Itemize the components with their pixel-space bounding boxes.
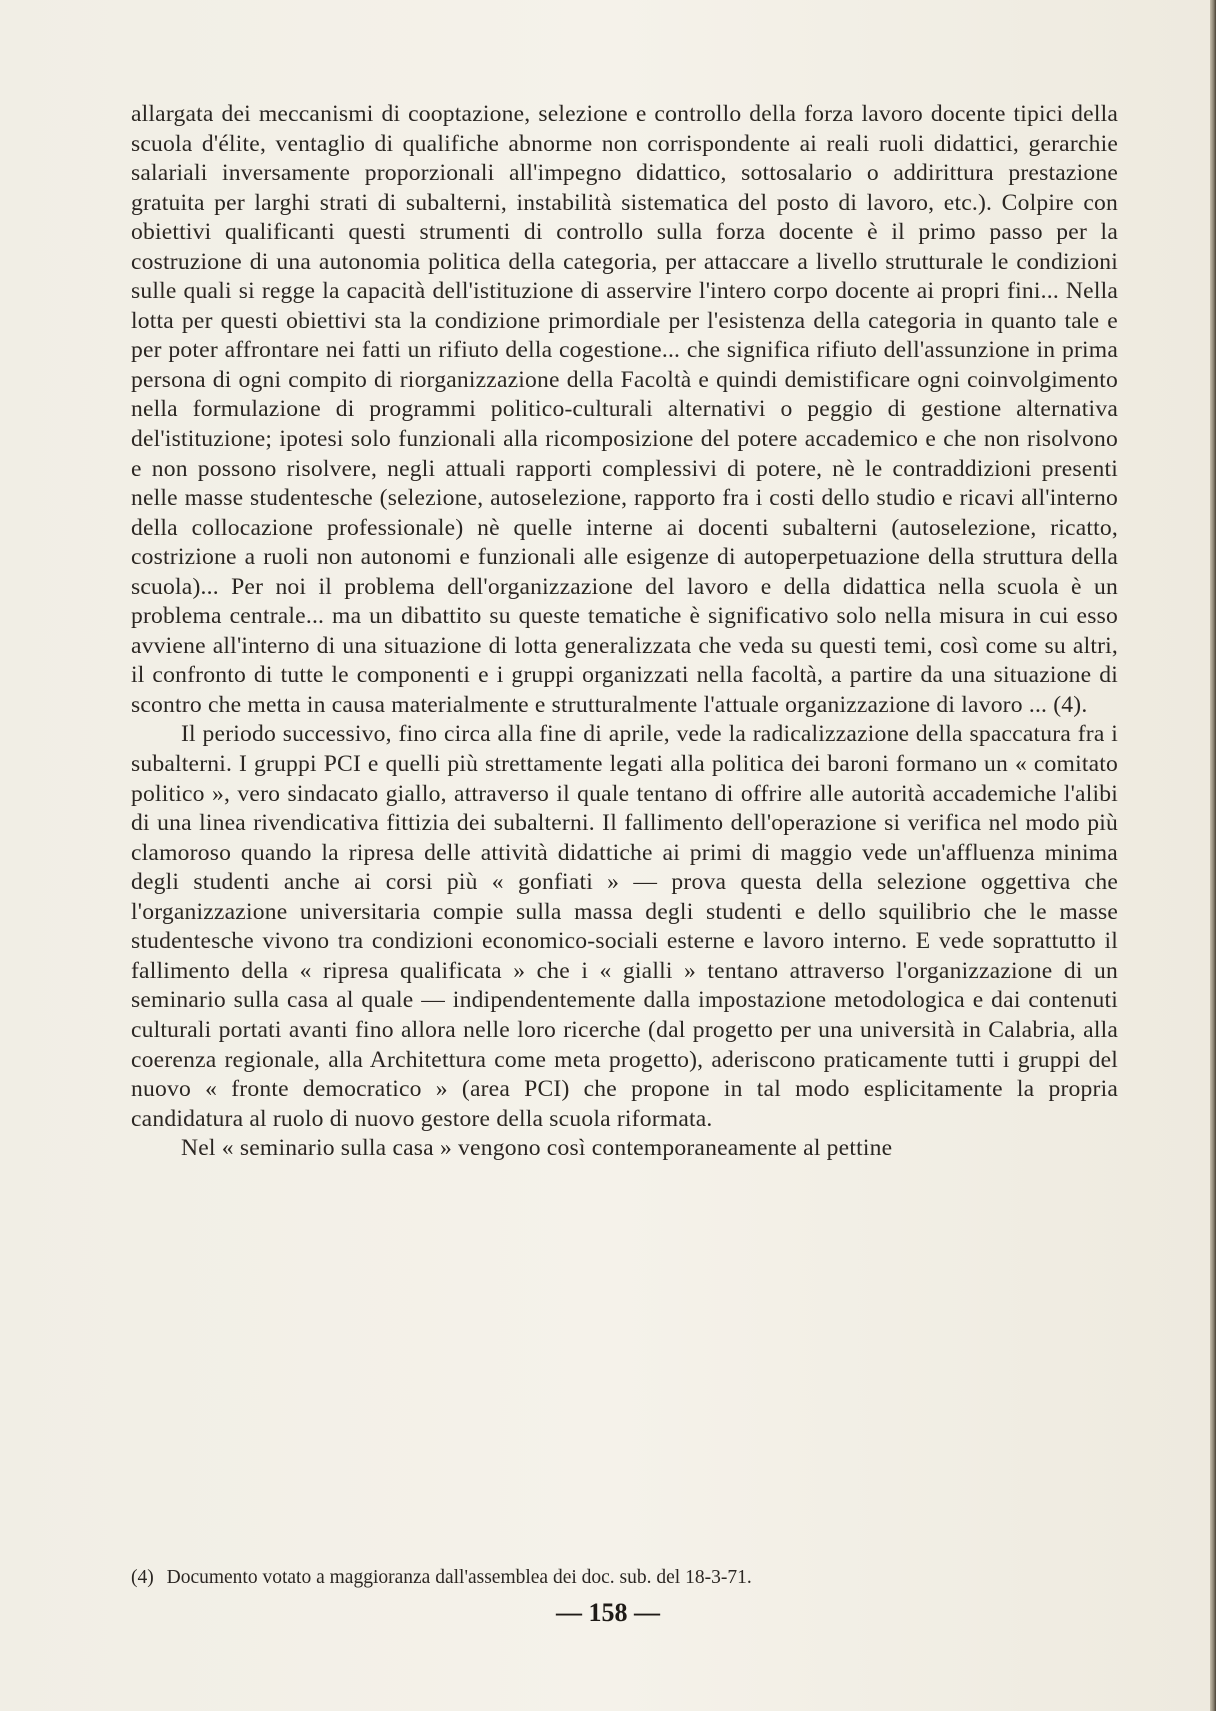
paragraph-1: allargata dei meccanismi di cooptazione, selezione e controllo della forza lavoro docente tipici della scuola d'élite, ventaglio di qualifiche abnorme non corrispondente ai reali ruoli didattici, gerarchie salariali inversamente proporzionali all'impegno didattico, sottosalario o addirittura prestazione gratuita per larghi strati di subalterni, instabilità sistematica del posto di lavoro, etc.). Colpire con obiettivi qualificanti questi strumenti di controllo sulla forza docente è il primo passo per la costruzione di una autonomia politica della categoria, per attaccare a livello strutturale le condizioni sulle quali si regge la capacità dell'istituzione di asservire l'intero corpo docente ai propri fini... Nella lotta per questi obiettivi sta la condizione primordiale per l'esistenza della categoria in quanto tale e per poter affrontare nei fatti un rifiuto della cogestione... che significa rifiuto dell'assunzione in prima persona di ogni compito di riorganizzazione della Facoltà e quindi demistificare ogni coinvolgimento nella formulazione di programmi politico-culturali alternativi o peggio di gestione alternativa del'istituzione; ipotesi solo funzionali alla ricomposizione del potere accademico e che non risolvono e non possono risolvere, negli attuali rapporti complessivi di potere, nè le contraddizioni presenti nelle masse studentesche (selezione, autoselezione, rapporto fra i costi dello studio e ricavi all'interno della collocazione professionale) nè quelle interne ai docenti subalterni (autoselezione, ricatto, costrizione a ruoli non autonomi e funzionali alle esigenze di autoperpetuazione della struttura della scuola)... Per noi il problema dell'organizzazione del lavoro e della didattica nella scuola è un problema centrale... ma un dibattito su queste tematiche è significativo solo nella misura in cui esso avviene all'interno di una situazione di lotta generalizzata che veda su questi temi, così come su altri, il confronto di tutte le componenti e i gruppi organizzati nella facoltà, a partire da una situazione di scontro che metta in causa materialmente e strutturalmente l'attuale organizzazione di lavoro ... (4). — [131, 101, 1118, 718]
page-edge-shadow — [1210, 0, 1216, 1711]
footnote — [131, 1565, 1118, 1591]
body-text — [131, 100, 1118, 1164]
footnote-marker: (4) — [131, 1567, 154, 1588]
paragraph-2: Il periodo successivo, fino circa alla fine di aprile, vede la radicalizzazione della spaccatura fra i subalterni. I gruppi PCI e quelli più strettamente legati alla politica dei baroni formano un « comitato politico », vero sindacato giallo, attraverso il quale tentano di offrire alle autorità accademiche l'alibi di una linea rivendicativa fittizia dei subalterni. Il fallimento dell'operazione si verifica nel modo più clamoroso quando la ripresa delle attività didattiche ai primi di maggio vede un'affluenza minima degli studenti anche ai corsi più « gonfiati » — prova questa della selezione oggettiva che l'organizzazione universitaria compie sulla massa degli studenti e dello squilibrio che le masse studentesche vivono tra condizioni economico-sociali esterne e lavoro interno. E vede soprattutto il fallimento della « ripresa qualificata » che i « gialli » tentano attraverso l'organizzazione di un seminario sulla casa al quale — indipendentemente dalla impostazione metodologica e dai contenuti culturali portati avanti fino allora nelle loro ricerche (dal progetto per una università in Calabria, alla coerenza regionale, alla Architettura come meta progetto), aderiscono praticamente tutti i gruppi del nuovo « fronte democratico » (area PCI) che propone in tal modo esplicitamente la propria candidatura al ruolo di nuovo gestore della scuola riformata. — [131, 721, 1118, 1132]
page-number: — 158 — — [556, 1598, 660, 1627]
footnote-text: Documento votato a maggioranza dall'assemblea dei doc. sub. del 18-3-71. — [166, 1567, 752, 1588]
paragraph-3: Nel « seminario sulla casa » vengono così contemporaneamente al pettine — [181, 1135, 893, 1162]
